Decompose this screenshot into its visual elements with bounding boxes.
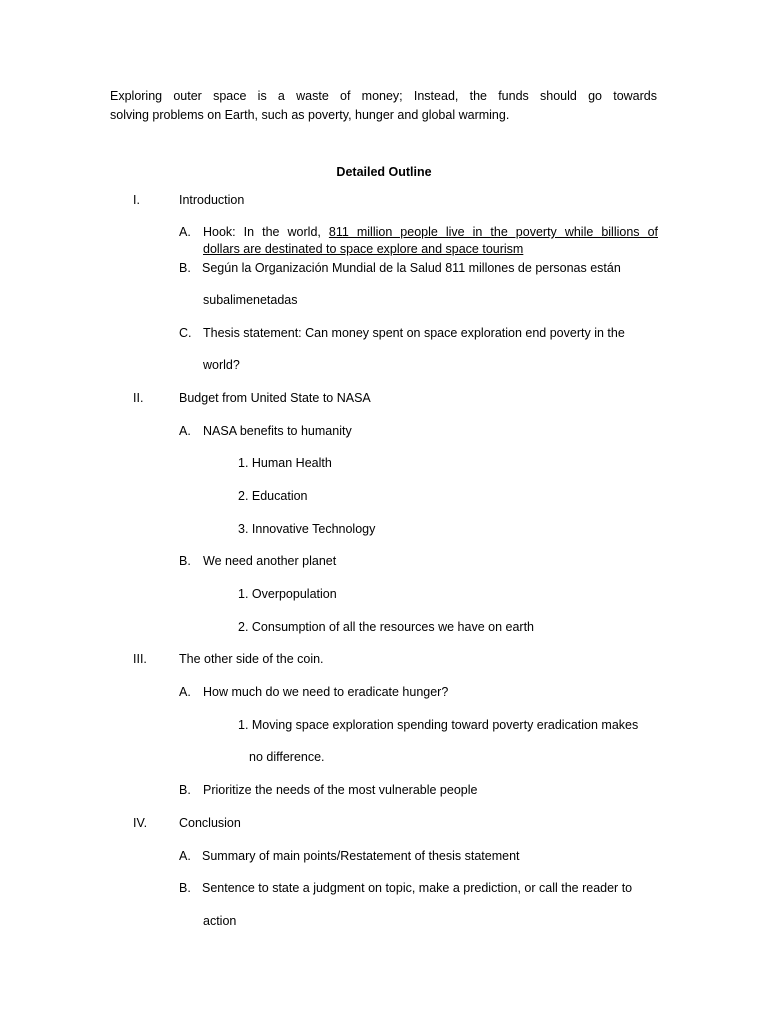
hook-underlined-1: 811 million people live in the poverty while billions of bbox=[328, 225, 658, 239]
section-4-numeral: IV. bbox=[133, 816, 148, 830]
section-3-a-text: How much do we need to eradicate hunger? bbox=[203, 685, 449, 699]
section-2-b-letter: B. bbox=[179, 554, 191, 568]
section-3-b-text: Prioritize the needs of the most vulnerable people bbox=[203, 783, 478, 797]
hook-prefix: Hook: In the world, bbox=[203, 225, 321, 239]
section-3-a-item-line1: 1. Moving space exploration spending toward poverty eradication makes bbox=[238, 718, 639, 732]
outline-title: Detailed Outline bbox=[336, 165, 432, 179]
section-1-c-line1: Thesis statement: Can money spent on space exploration end poverty in the bbox=[203, 326, 625, 340]
section-2-a-text: NASA benefits to humanity bbox=[203, 424, 352, 438]
section-2-a-item-3: 3. Innovative Technology bbox=[238, 522, 376, 536]
section-4-b-line2: action bbox=[203, 914, 237, 928]
section-2-b-item-2: 2. Consumption of all the resources we have on earth bbox=[238, 620, 535, 634]
section-4-a-letter: A. bbox=[179, 849, 191, 863]
section-3-numeral: III. bbox=[133, 652, 147, 666]
section-4-b-line1: Sentence to state a judgment on topic, make a prediction, or call the reader to bbox=[202, 881, 633, 895]
section-3-a-letter: A. bbox=[179, 685, 191, 699]
section-2-a-item-1: 1. Human Health bbox=[238, 456, 332, 470]
section-3-b-letter: B. bbox=[179, 783, 191, 797]
section-1-a-line2: dollars are destinated to space explore and space tourism bbox=[203, 242, 524, 256]
section-1-b-line1: Según la Organización Mundial de la Salud 811 millones de personas están bbox=[202, 261, 621, 275]
section-1-a-letter: A. bbox=[179, 225, 191, 239]
section-2-b-item-1: 1. Overpopulation bbox=[238, 587, 337, 601]
section-4-title: Conclusion bbox=[179, 816, 241, 830]
section-3-a-item-line2: no difference. bbox=[249, 750, 325, 764]
section-4-a-text: Summary of main points/Restatement of thesis statement bbox=[202, 849, 520, 863]
section-1-c-line2: world? bbox=[203, 358, 240, 372]
section-2-b-text: We need another planet bbox=[203, 554, 337, 568]
section-3-title: The other side of the coin. bbox=[179, 652, 324, 666]
intro-line-1: Exploring outer space is a waste of money; Instead, the funds should go towards bbox=[110, 89, 657, 103]
section-1-a-line1 bbox=[203, 224, 658, 240]
section-1-b-letter: B. bbox=[179, 261, 191, 275]
section-2-numeral: II. bbox=[133, 391, 144, 405]
section-2-title: Budget from United State to NASA bbox=[179, 391, 371, 405]
section-1-title: Introduction bbox=[179, 193, 245, 207]
section-1-c-letter: C. bbox=[179, 326, 192, 340]
section-2-a-letter: A. bbox=[179, 424, 191, 438]
section-2-a-item-2: 2. Education bbox=[238, 489, 308, 503]
intro-line-2: solving problems on Earth, such as poverty, hunger and global warming. bbox=[110, 108, 510, 122]
section-4-b-letter: B. bbox=[179, 881, 191, 895]
section-1-b-line2: subalimenetadas bbox=[203, 293, 298, 307]
section-1-numeral: I. bbox=[133, 193, 140, 207]
